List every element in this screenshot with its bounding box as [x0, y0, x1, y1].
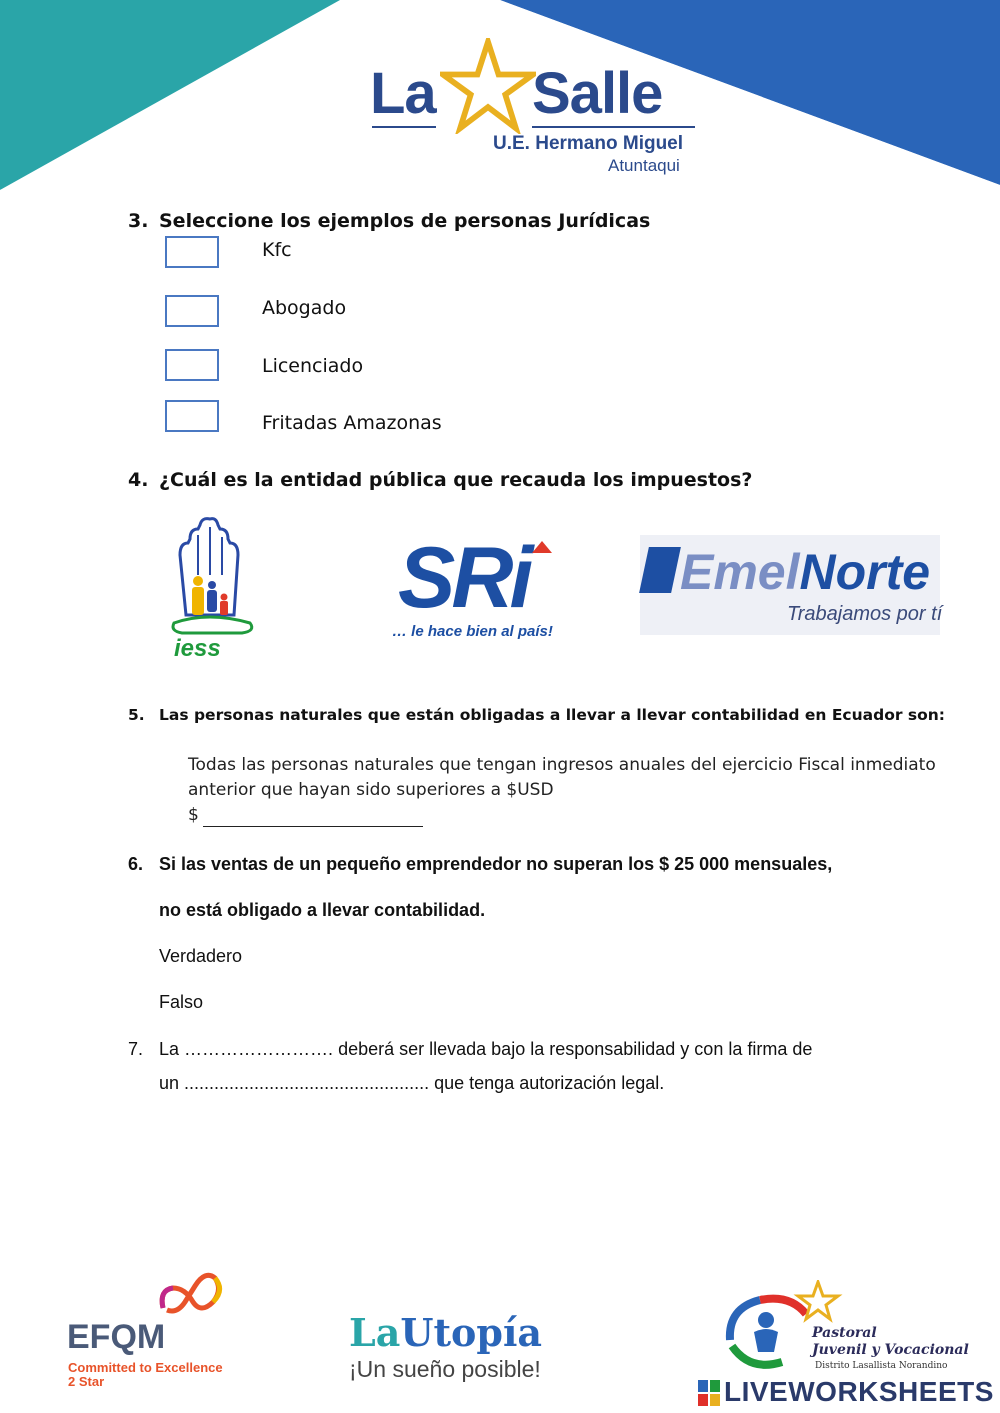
option-label-fritadas-amazonas: Fritadas Amazonas: [262, 412, 442, 434]
question-6-title-line-2: no está obligado a llevar contabilidad.: [159, 900, 486, 920]
logo-rule-right: [532, 126, 695, 128]
iess-label: iess: [174, 635, 221, 662]
pastoral-line-2: Juvenil y Vocacional: [812, 1342, 969, 1358]
efqm-infinity-icon: [155, 1272, 225, 1316]
star-icon: [440, 38, 536, 134]
question-7-line-2: un ................................................. que tenga autorización legal.: [159, 1073, 665, 1093]
question-7-blank-1[interactable]: …………………….: [184, 1039, 334, 1059]
option-falso[interactable]: Falso: [159, 992, 204, 1012]
option-label-licenciado: Licenciado: [262, 355, 364, 377]
question-4-title: 4. ¿Cuál es la entidad pública que recauda los impuestos?: [128, 469, 753, 491]
option-label-kfc: Kfc: [262, 239, 292, 261]
question-6-title-line-1: 6. Si las ventas de un pequeño emprendedor no superan los $ 25 000 mensuales,: [128, 854, 833, 874]
checkbox-licenciado[interactable]: [165, 349, 219, 381]
choice-emelnorte[interactable]: [640, 535, 943, 635]
efqm-line-2: 2 Star: [68, 1374, 105, 1389]
question-5-answer-input[interactable]: [203, 808, 423, 827]
logo-la: La: [370, 61, 436, 126]
pastoral-line-3: Distrito Lasallista Norandino: [815, 1361, 948, 1371]
sri-slogan: … le hace bien al país!: [392, 623, 553, 640]
emelnorte-slogan: Trabajamos por tí: [787, 603, 943, 625]
efqm-line-1: Committed to Excellence: [68, 1360, 223, 1375]
liveworksheets-brand: LIVEWORKSHEETS: [724, 1376, 994, 1407]
checkbox-fritadas-amazonas[interactable]: [165, 400, 219, 432]
emelnorte-emblem-icon: [639, 547, 681, 593]
option-label-abogado: Abogado: [262, 297, 347, 319]
question-5-line-2: anterior que hayan sido superiores a $USD: [188, 780, 554, 800]
sri-label: SRi: [398, 530, 530, 626]
logo-rule-left: [372, 126, 436, 128]
checkbox-abogado[interactable]: [165, 295, 219, 327]
question-5-title: 5. Las personas naturales que están obligadas a llevar a llevar contabilidad en Ecuador son:: [128, 706, 945, 724]
choice-iess[interactable]: [168, 515, 258, 663]
checkbox-kfc[interactable]: [165, 236, 219, 268]
logo-salle: Salle: [532, 61, 663, 126]
efqm-title: EFQM: [67, 1318, 166, 1356]
choice-sri[interactable]: [390, 530, 560, 647]
pastoral-line-1: Pastoral: [812, 1325, 877, 1341]
logo-location: Atuntaqui: [608, 156, 680, 175]
utopia-slogan: ¡Un sueño posible!: [349, 1356, 541, 1382]
option-verdadero[interactable]: Verdadero: [159, 946, 243, 966]
utopia-logo: LaUtopía: [349, 1310, 543, 1355]
sri-accent-icon: [532, 541, 552, 553]
question-5-line-1: Todas las personas naturales que tengan ingresos anuales del ejercicio Fiscal inmediato: [188, 755, 936, 775]
liveworksheets-badge-icon: [698, 1380, 720, 1406]
question-3-title: 3. Seleccione los ejemplos de personas Jurídicas: [128, 210, 651, 232]
question-5-dollar-prefix: $: [188, 805, 199, 825]
emelnorte-name: EmelNorte: [680, 544, 931, 600]
question-7-line-1: 7. La ……………………. deberá ser llevada bajo la responsabilidad y con la firma de: [128, 1039, 813, 1059]
logo-subtitle: U.E. Hermano Miguel: [493, 133, 684, 154]
question-7-blank-2[interactable]: .................................................: [184, 1073, 430, 1093]
